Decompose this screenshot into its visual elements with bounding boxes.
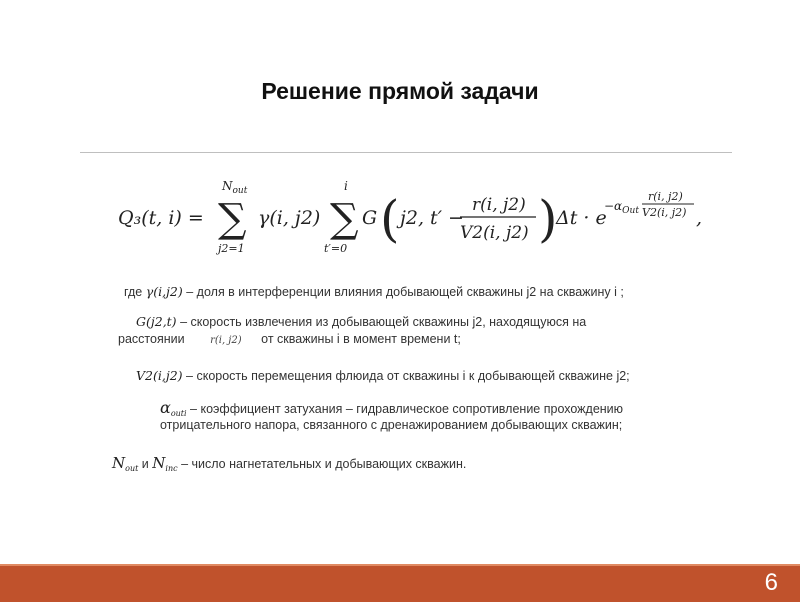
divider-line [80,152,732,153]
fraction-denominator: V2(i, j2) [460,223,529,243]
definition-alpha-text: – коэффициент затухания – гидравлическое сопротивление прохождению [190,402,624,416]
left-paren: ( [380,190,400,248]
alpha-symbol: $\alpha_{outi}$ [160,398,187,418]
exponent-prefix: $-\alpha_{Out}$ [604,199,639,216]
definition-n [112,455,466,477]
distance-label: расстоянии [118,332,185,346]
definition-alpha-line2-text: отрицательного напора, связанного с дренажированием добывающих скважин; [160,418,623,432]
slide-title: Решение прямой задачи [261,78,539,104]
sum1-upper: $N_{out}$ [222,179,248,196]
definition-gamma-text: – доля в интерференции влияния добывающей скважины j2 на скважину i ; [186,285,624,299]
sum2-upper: i [344,179,348,193]
page-number: 6 [764,569,778,596]
definition-g-text: – скорость извлечения из добывающей скважины j2, находящуюся на [180,315,587,329]
g-argument: j2, t′ − [400,207,464,229]
g-function-symbol: G(j2,t) [136,314,177,329]
definition-prefix: где [124,285,143,299]
distance-symbol: r(i, j2) [210,335,242,346]
main-formula [118,178,708,258]
definition-g-line2 [118,331,461,349]
definition-g [136,314,586,330]
sum2-lower: t′=0 [324,242,348,255]
v2-symbol: V2(i,j2) [136,368,183,383]
n-inc-symbol: $N_{inc}$ [152,454,178,473]
definition-gamma [124,284,624,300]
formula-lhs: Q₃(t, i) = [118,207,204,229]
sum1-lower: j2=1 [218,242,245,255]
definition-v2-text: – скорость перемещения флюида от скважины i к добывающей скважине j2; [186,369,630,383]
sum-symbol-1: ∑ [218,196,247,242]
conjunction: и [141,457,149,471]
delta-t-e: Δt · e [556,207,607,229]
right-paren: ) [538,190,558,248]
g-symbol: G [362,207,378,229]
definition-v2 [136,368,630,384]
formula-comma: , [696,207,703,229]
gamma-symbol: γ(i,j2) [145,284,183,299]
definition-n-text: – число нагнетательных и добывающих скважин. [181,457,467,471]
exponent-denominator: V2(i, j2) [642,206,687,219]
n-out-symbol: $N_{out}$ [112,454,139,473]
fraction-numerator: r(i, j2) [472,195,526,215]
footer-bar [0,564,800,602]
sum-symbol-2: ∑ [330,196,359,242]
gamma-term: γ(i, j2) [258,207,321,229]
definition-alpha-line2 [160,417,622,433]
definition-g-line2-text: от скважины i в момент времени t; [261,332,461,346]
exponent-numerator: r(i, j2) [648,190,683,203]
